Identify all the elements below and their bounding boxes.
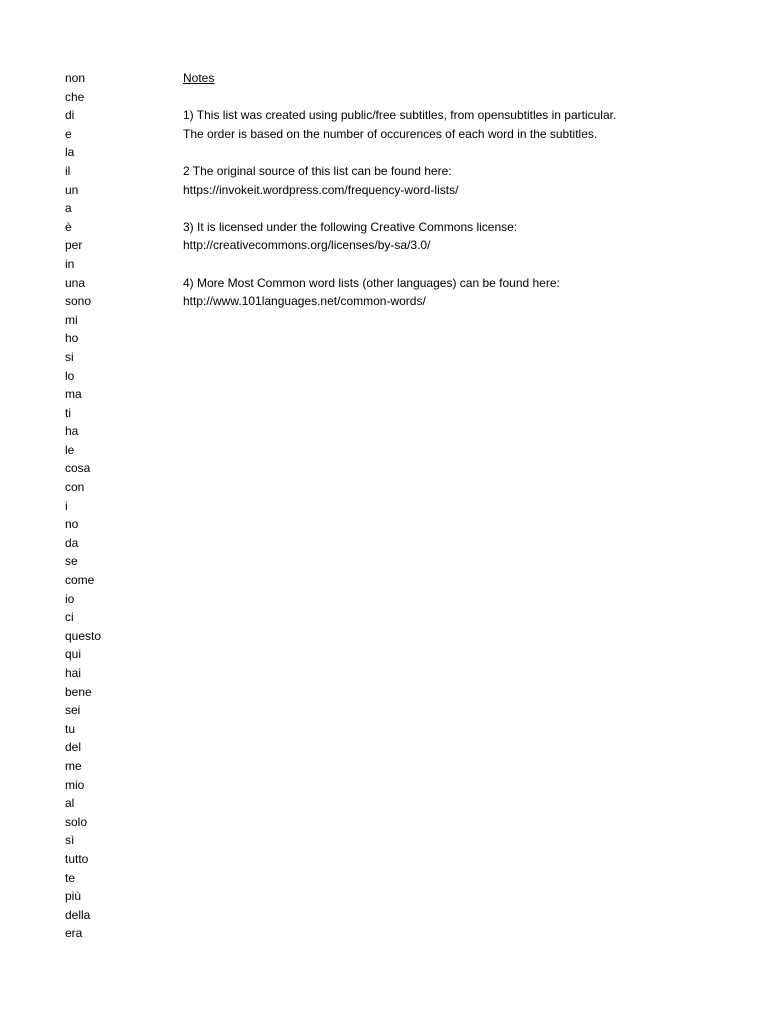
spacer: [183, 88, 743, 107]
word-item: un: [65, 182, 79, 197]
word-item: hai: [65, 666, 82, 680]
word-item: del: [65, 740, 82, 755]
word-item: per: [65, 238, 83, 253]
word-item: cosa: [65, 461, 91, 476]
word-item: le: [65, 442, 75, 457]
word-item: a: [65, 201, 72, 216]
word-item: ti: [65, 405, 71, 420]
word-item: se: [65, 554, 78, 569]
word-list: [65, 69, 101, 943]
note-2-line-1: 2 The original source of this list can be found here:: [183, 163, 452, 178]
word-item: mio: [65, 777, 85, 792]
note-4-line-2: http://www.101languages.net/common-words/: [183, 294, 426, 309]
word-item: e: [65, 126, 72, 141]
spacer: [183, 255, 743, 274]
notes-body: [183, 106, 743, 311]
word-item: di: [65, 108, 75, 123]
word-item: con: [65, 480, 85, 495]
note-3-line-2: http://creativecommons.org/licenses/by-sa/3.0/: [183, 238, 431, 253]
word-item: no: [65, 517, 79, 532]
word-item: ha: [65, 424, 79, 439]
word-item: da: [65, 535, 79, 550]
notes-section: [183, 69, 743, 311]
word-item: ci: [65, 610, 74, 625]
notes-heading: Notes: [183, 71, 215, 85]
spacer: [183, 143, 743, 162]
word-item: in: [65, 256, 75, 271]
word-item: non: [65, 71, 86, 85]
word-item: era: [65, 926, 83, 941]
word-item: bene: [65, 684, 92, 699]
word-item: sono: [65, 294, 92, 309]
note-1-line-2: The order is based on the number of occurences of each word in the subtitles.: [183, 126, 598, 141]
word-item: lo: [65, 368, 75, 383]
word-item: i: [65, 498, 68, 513]
word-item: sei: [65, 703, 81, 718]
word-item: me: [65, 758, 82, 773]
word-item: al: [65, 796, 75, 811]
note-1-line-1: 1) This list was created using public/free subtitles, from opensubtitles in particular.: [183, 108, 617, 123]
word-item: te: [65, 870, 76, 885]
word-item: della: [65, 907, 91, 922]
word-item: mi: [65, 312, 78, 327]
word-item: la: [65, 145, 75, 160]
word-item: è: [65, 219, 72, 234]
word-item: tutto: [65, 851, 89, 866]
word-item: più: [65, 889, 82, 904]
note-3-line-1: 3) It is licensed under the following Creative Commons license:: [183, 219, 518, 234]
spacer: [183, 199, 743, 218]
note-4-line-1: 4) More Most Common word lists (other languages) can be found here:: [183, 275, 560, 290]
word-item: ho: [65, 331, 79, 346]
word-item: qui: [65, 647, 82, 662]
note-2-line-2: https://invokeit.wordpress.com/frequency-word-lists/: [183, 182, 459, 197]
word-item: questo: [65, 628, 102, 643]
word-item: tu: [65, 721, 76, 736]
word-item: si: [65, 349, 74, 364]
word-item: io: [65, 591, 75, 606]
word-item: solo: [65, 814, 88, 829]
word-item: il: [65, 163, 71, 178]
word-item: come: [65, 573, 95, 588]
word-item: sì: [65, 833, 75, 848]
word-item: una: [65, 275, 86, 290]
word-item: ma: [65, 387, 82, 402]
word-item: che: [65, 89, 85, 104]
